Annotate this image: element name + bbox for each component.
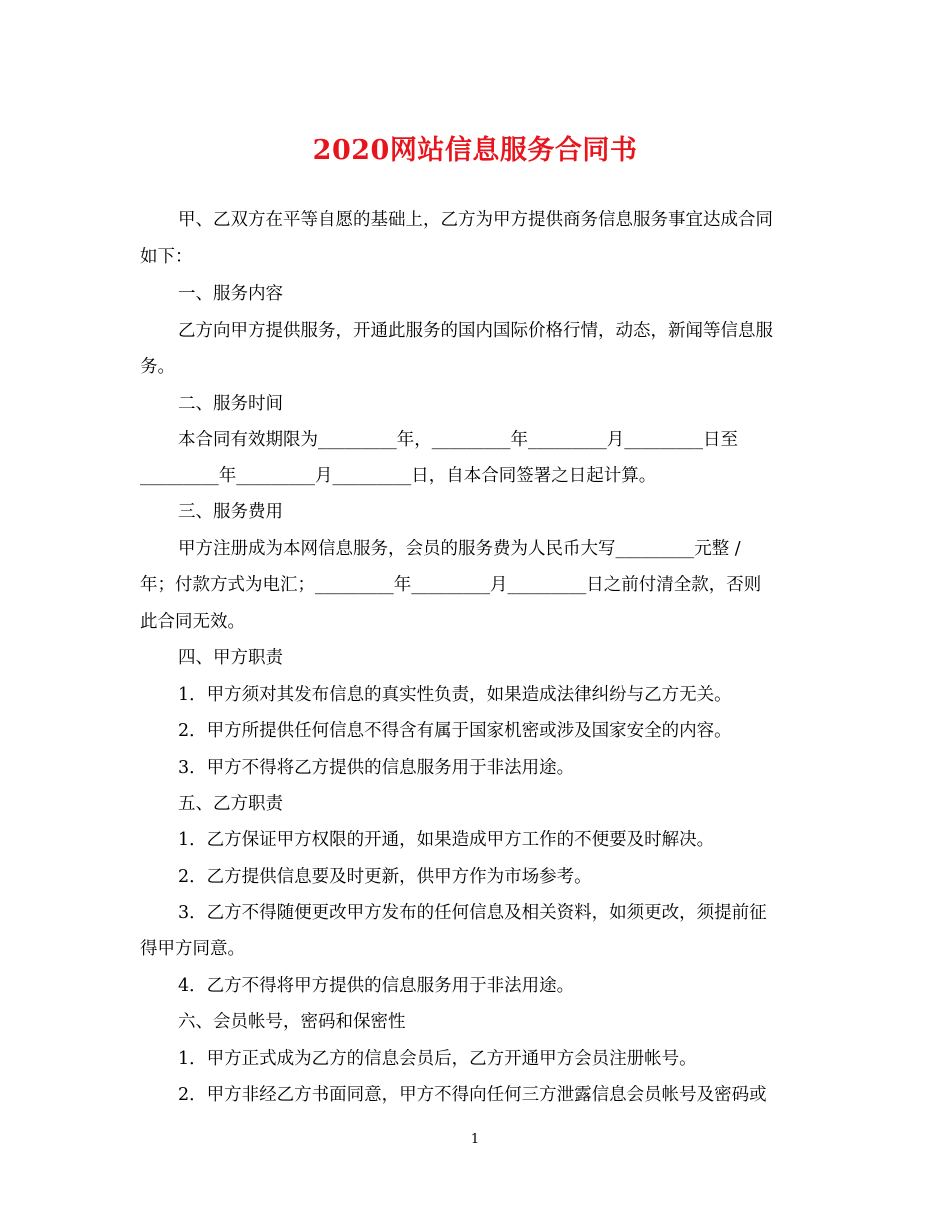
paragraph-line: 年；付款方式为电汇；_________年_________月_________日之前付清全款，否则 (140, 575, 762, 595)
section-heading: 六、会员帐号，密码和保密性 (178, 1012, 406, 1032)
paragraph-line: _________年_________月_________日，自本合同签署之日起计算。 (140, 466, 657, 486)
paragraph-line: 得甲方同意。 (140, 939, 245, 959)
list-item: 3．乙方不得随便更改甲方发布的任何信息及相关资料，如须更改，须提前征 (178, 903, 767, 923)
section-heading: 二、服务时间 (178, 394, 283, 414)
section-heading: 五、乙方职责 (178, 794, 283, 814)
list-item: 2．乙方提供信息要及时更新，供甲方作为市场参考。 (178, 867, 592, 887)
list-item: 1．甲方正式成为乙方的信息会员后，乙方开通甲方会员注册帐号。 (178, 1049, 697, 1069)
page-number: 1 (470, 1132, 480, 1147)
paragraph-line: 甲方注册成为本网信息服务，会员的服务费为人民币大写_________元整 / (178, 539, 741, 559)
paragraph-line: 乙方向甲方提供服务，开通此服务的国内国际价格行情，动态，新闻等信息服 (178, 321, 773, 341)
paragraph-line: 务。 (140, 357, 175, 377)
list-item: 2．甲方所提供任何信息不得含有属于国家机密或涉及国家安全的内容。 (178, 721, 732, 741)
section-heading: 四、甲方职责 (178, 648, 283, 668)
section-heading: 三、服务费用 (178, 502, 283, 522)
list-item: 2．甲方非经乙方书面同意，甲方不得向任何三方泄露信息会员帐号及密码或 (178, 1085, 767, 1105)
list-item: 3．甲方不得将乙方提供的信息服务用于非法用途。 (178, 758, 575, 778)
paragraph-line: 甲、乙双方在平等自愿的基础上，乙方为甲方提供商务信息服务事宜达成合同 (178, 210, 773, 230)
list-item: 1．乙方保证甲方权限的开通，如果造成甲方工作的不便要及时解决。 (178, 830, 715, 850)
paragraph-line: 此合同无效。 (140, 612, 245, 632)
paragraph-line: 如下： (140, 247, 193, 267)
section-heading: 一、服务内容 (178, 284, 283, 304)
list-item: 1．甲方须对其发布信息的真实性负责，如果造成法律纠纷与乙方无关。 (178, 685, 732, 705)
paragraph-line: 本合同有效期限为_________年，_________年_________月_________日至 (178, 430, 738, 450)
document-title: 2020网站信息服务合同书 (312, 135, 638, 166)
list-item: 4．乙方不得将甲方提供的信息服务用于非法用途。 (178, 976, 575, 996)
